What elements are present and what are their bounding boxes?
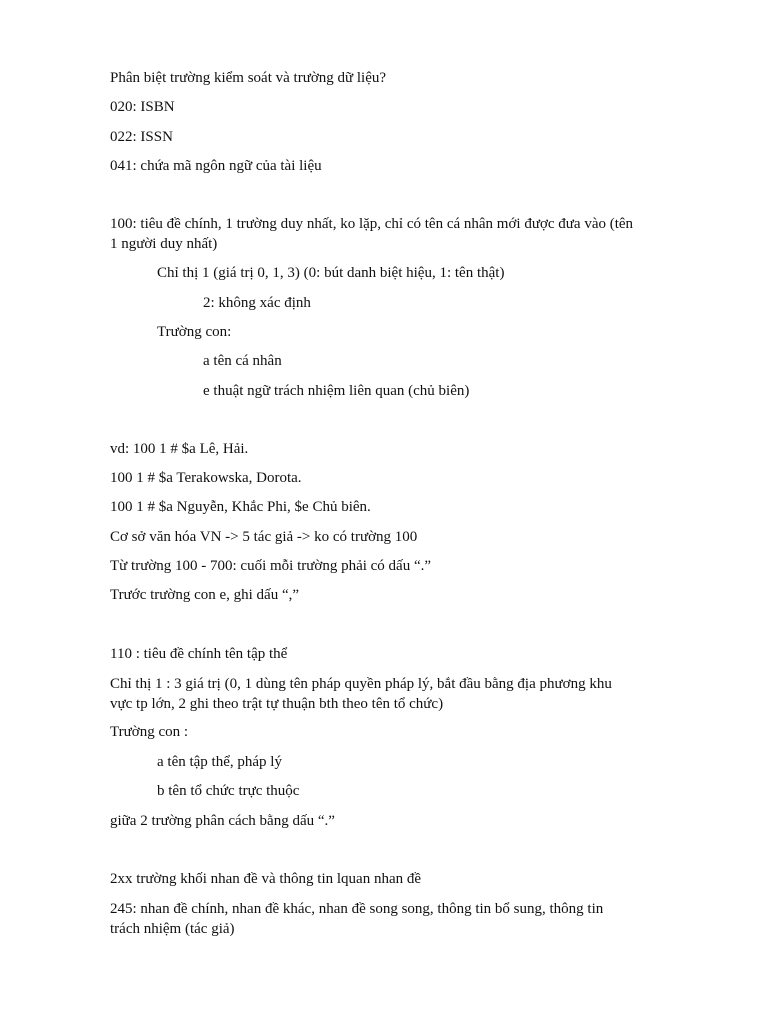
text-line: 2: không xác định xyxy=(203,295,311,311)
text-line: a tên tập thể, pháp lý xyxy=(157,754,282,770)
text-line: Cơ sở văn hóa VN -> 5 tác giả -> ko có trường 100 xyxy=(110,529,418,545)
text-line: 100 1 # $a Terakowska, Dorota. xyxy=(110,470,302,486)
text-line: 100: tiêu đề chính, 1 trường duy nhất, ko lặp, chỉ có tên cá nhân mới được đưa vào (tên xyxy=(110,216,634,232)
text-line: giữa 2 trường phân cách bằng dấu “.” xyxy=(110,813,335,829)
text-line: 245: nhan đề chính, nhan đề khác, nhan đề song song, thông tin bổ sung, thông tin xyxy=(110,901,604,917)
text-line: trách nhiệm (tác giả) xyxy=(110,921,235,937)
text-line: 100 1 # $a Nguyễn, Khắc Phi, $e Chủ biên. xyxy=(110,499,371,515)
text-line: 1 người duy nhất) xyxy=(110,236,218,252)
text-line: 2xx trường khối nhan đề và thông tin lquan nhan đề xyxy=(110,871,422,887)
text-line: Chỉ thị 1 : 3 giá trị (0, 1 dùng tên pháp quyền pháp lý, bắt đầu bằng địa phương khu xyxy=(110,676,612,692)
text-line: vực tp lớn, 2 ghi theo trật tự thuận bth theo tên tổ chức) xyxy=(110,696,444,712)
text-line: Trường con: xyxy=(157,324,232,340)
text-line: b tên tổ chức trực thuộc xyxy=(157,783,300,799)
heading-line: Phân biệt trường kiểm soát và trường dữ liệu? xyxy=(110,70,387,86)
text-line: Từ trường 100 - 700: cuối mỗi trường phải có dấu “.” xyxy=(110,558,432,574)
text-line: vd: 100 1 # $a Lê, Hải. xyxy=(110,441,249,457)
text-line: Chỉ thị 1 (giá trị 0, 1, 3) (0: bút danh biệt hiệu, 1: tên thật) xyxy=(157,265,505,281)
text-line: Trường con : xyxy=(110,724,189,740)
text-line: 110 : tiêu đề chính tên tập thể xyxy=(110,646,288,662)
text-line: Trước trường con e, ghi dấu “,” xyxy=(110,587,300,603)
text-line: 020: ISBN xyxy=(110,99,175,115)
text-line: 022: ISSN xyxy=(110,129,173,145)
text-line: a tên cá nhân xyxy=(203,353,282,369)
text-line: 041: chứa mã ngôn ngữ của tài liệu xyxy=(110,158,322,174)
text-line: e thuật ngữ trách nhiệm liên quan (chủ biên) xyxy=(203,383,470,399)
